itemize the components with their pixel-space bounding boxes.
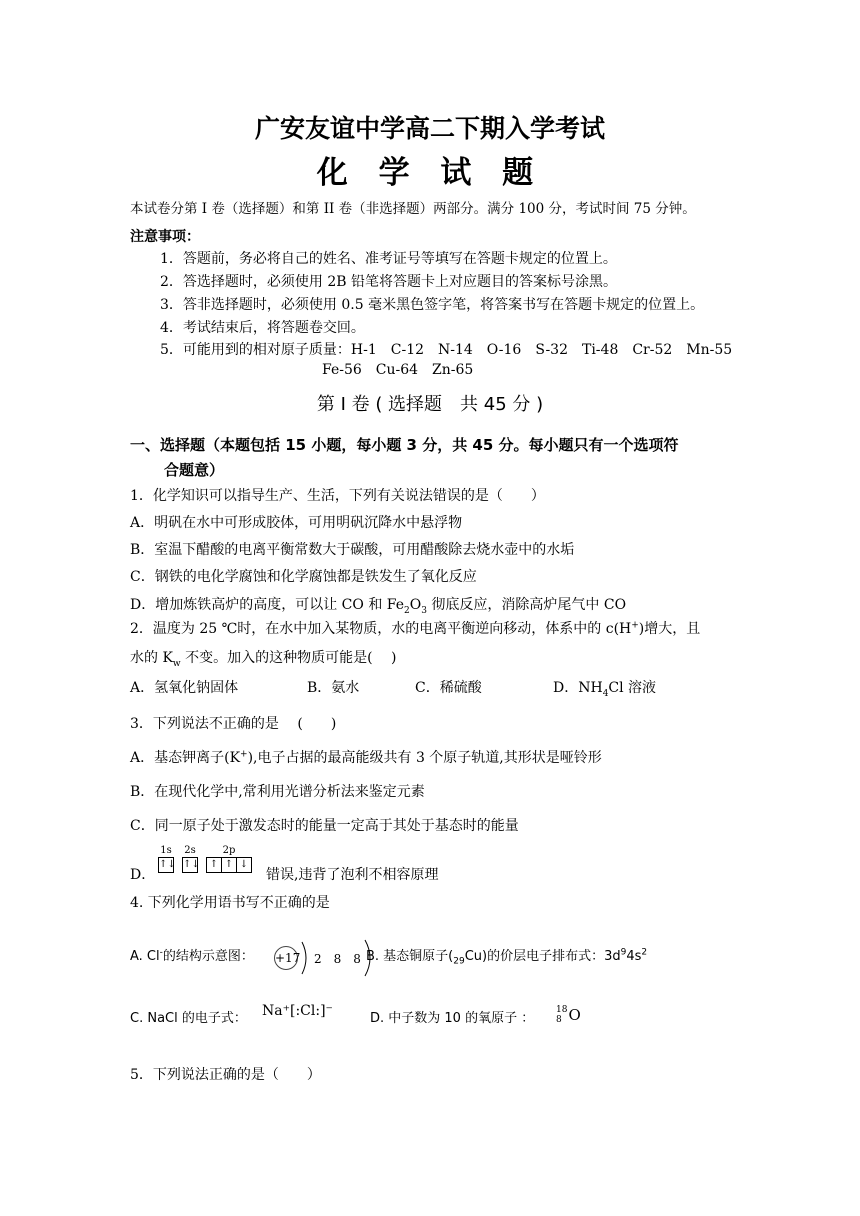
- question-5-stem: 5．下列说法正确的是（ ）: [130, 1067, 321, 1083]
- part-heading-continued: 合题意）: [164, 461, 225, 479]
- question-3-option-b: B．在现代化学中,常利用光谱分析法来鉴定元素: [130, 784, 425, 800]
- subject-title: 化 学 试 题: [316, 155, 544, 191]
- question-3-option-d-text: 错误,违背了泡利不相容原理: [266, 867, 439, 883]
- question-3-option-d-label: D．: [130, 867, 156, 883]
- chloride-structure-diagram: [274, 938, 381, 978]
- question-4-option-c: C. NaCl 的电子式：: [130, 1011, 247, 1026]
- note-item: 2．答选择题时，必须使用 2B 铅笔将答题卡上对应题目的答案标号涂黑。: [160, 274, 618, 290]
- question-2-stem: 2．温度为 25 ℃时，在水中加入某物质，水的电离平衡逆向移动，体系中的 c(H+)增大，且: [130, 620, 701, 637]
- question-1-option-a: A．明矾在水中可形成胶体，可用明矾沉降水中悬浮物: [130, 515, 463, 531]
- question-2-stem-continued: 水的 $K_w$ 不变。加入的这种物质可能是( ): [130, 650, 397, 669]
- question-4-option-d: D. 中子数为 10 的氧原子 ：: [370, 1011, 535, 1026]
- oxygen-isotope: 18 8 O: [556, 1005, 581, 1025]
- notes-heading: 注意事项：: [130, 229, 200, 245]
- nacl-electron-formula: Na⁺[:Cl:]⁻: [262, 1003, 333, 1019]
- part-heading: 一、选择题（本题包括 15 小题，每小题 3 分，共 45 分。每小题只有一个选项符: [130, 436, 679, 454]
- note-item: 4．考试结束后，将答题卷交回。: [160, 320, 365, 336]
- question-2-option-b: B．氨水: [307, 680, 360, 696]
- orbital-2p: 2p ↑ ↑ ↓: [206, 845, 252, 873]
- question-2-option-c: C．稀硫酸: [415, 680, 482, 696]
- question-1-option-b: B．室温下醋酸的电离平衡常数大于碳酸，可用醋酸除去烧水壶中的水垢: [130, 542, 575, 558]
- orbital-diagram: [158, 845, 252, 873]
- question-4-stem: 4. 下列化学用语书写不正确的是: [130, 895, 330, 911]
- question-4-option-a: A. Cl-的结构示意图：: [130, 947, 254, 964]
- intro-text: 本试卷分第 I 卷（选择题）和第 II 卷（非选择题）两部分。满分 100 分，考试时间 75 分钟。: [130, 201, 696, 217]
- note-item-masses-continued: Fe-56 Cu-64 Zn-65: [322, 362, 474, 378]
- orbital-2s: 2s ↑↓: [182, 845, 198, 873]
- question-2-option-a: A．氢氧化钠固体: [130, 680, 239, 696]
- section-title: 第 I 卷 ( 选择题 共 45 分 ): [316, 394, 544, 415]
- note-item: 1．答题前，务必将自己的姓名、准考证号等填写在答题卡规定的位置上。: [160, 251, 617, 267]
- question-1-option-d: D．增加炼铁高炉的高度，可以让 CO 和 $Fe_2O_3$ 彻底反应，消除高炉尾气中 CO: [130, 597, 627, 616]
- shell-electrons: 2 8 8: [314, 951, 361, 966]
- nucleus: +17: [274, 946, 298, 970]
- question-4-option-b: B. 基态铜原子$(_{29}Cu)$的价层电子排布式：$3d^94s^2$: [366, 947, 648, 967]
- question-1-stem: 1．化学知识可以指导生产、生活，下列有关说法错误的是（ ）: [130, 488, 545, 504]
- question-3-option-c: C．同一原子处于激发态时的能量一定高于其处于基态时的能量: [130, 818, 519, 834]
- question-3-stem: 3．下列说法不正确的是 ( ): [130, 716, 337, 732]
- question-1-option-c: C．钢铁的电化学腐蚀和化学腐蚀都是铁发生了氧化反应: [130, 569, 477, 585]
- question-3-option-a: A．基态钾离子(K+),电子占据的最高能级共有 3 个原子轨道,其形状是哑铃形: [130, 749, 602, 766]
- note-item: 3．答非选择题时，必须使用 0.5 毫米黑色签字笔，将答案书写在答题卡规定的位置上。: [160, 297, 705, 313]
- exam-title: 广安友谊中学高二下期入学考试: [254, 114, 605, 143]
- note-item: 5．可能用到的相对原子质量：H-1 C-12 N-14 O-16 S-32 Ti-48 Cr-52 Mn-55: [160, 342, 733, 358]
- orbital-1s: 1s ↑↓: [158, 845, 174, 873]
- question-2-option-d: D．$NH_4Cl$ 溶液: [553, 680, 657, 699]
